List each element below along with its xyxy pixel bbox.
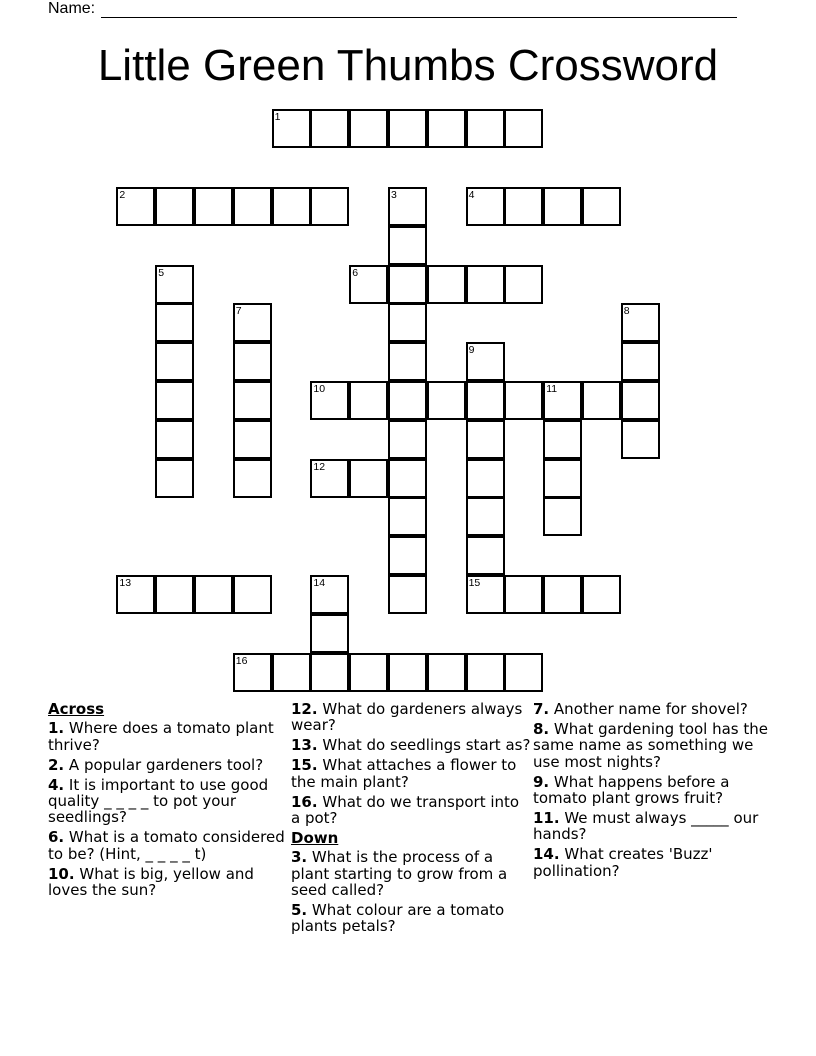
crossword-cell[interactable] <box>388 265 427 304</box>
clue-number: 10. <box>48 864 75 883</box>
crossword-cell[interactable] <box>155 342 194 381</box>
cell-number: 4 <box>468 189 475 201</box>
clue-number: 12. <box>291 700 318 718</box>
crossword-cell[interactable] <box>543 497 582 536</box>
clue-item <box>48 777 288 826</box>
clue-number: 14. <box>533 845 560 864</box>
crossword-cell[interactable] <box>155 187 194 226</box>
crossword-cell[interactable] <box>582 575 621 614</box>
crossword-cell[interactable] <box>466 575 505 614</box>
crossword-cell[interactable] <box>466 497 505 536</box>
clue-number: 8. <box>533 719 550 738</box>
clue-text: A popular gardeners tool? <box>68 755 264 774</box>
crossword-cell[interactable] <box>155 459 194 498</box>
clue-item <box>533 846 773 879</box>
crossword-cell[interactable] <box>466 381 505 420</box>
cell-number: 11 <box>546 383 558 395</box>
crossword-cell[interactable] <box>427 653 466 692</box>
crossword-cell[interactable] <box>543 381 582 420</box>
crossword-cell[interactable] <box>427 381 466 420</box>
crossword-cell[interactable] <box>466 536 505 575</box>
clues-column-3 <box>533 701 773 883</box>
clue-item <box>48 829 288 862</box>
page-title: Little Green Thumbs Crossword <box>97 41 719 90</box>
crossword-cell[interactable] <box>388 459 427 498</box>
clue-number: 6. <box>48 828 65 847</box>
crossword-cell[interactable] <box>504 575 543 614</box>
crossword-cell[interactable] <box>388 420 427 459</box>
crossword-cell[interactable] <box>155 303 194 342</box>
crossword-cell[interactable] <box>466 342 505 381</box>
crossword-cell[interactable] <box>233 420 272 459</box>
crossword-cell[interactable] <box>349 381 388 420</box>
crossword-cell[interactable] <box>388 109 427 148</box>
crossword-cell[interactable] <box>466 420 505 459</box>
crossword-cell[interactable] <box>349 653 388 692</box>
cell-number: 12 <box>313 460 326 473</box>
crossword-cell[interactable] <box>466 653 505 692</box>
crossword-cell[interactable] <box>272 653 311 692</box>
crossword-cell[interactable] <box>155 420 194 459</box>
down-clues <box>291 849 531 935</box>
cell-number: 5 <box>158 266 165 279</box>
cell-number: 6 <box>352 266 359 279</box>
clue-text: Another name for shovel? <box>553 700 748 718</box>
crossword-cell[interactable] <box>543 459 582 498</box>
crossword-cell[interactable] <box>388 342 427 381</box>
clue-number: 1. <box>48 719 65 738</box>
crossword-cell[interactable] <box>194 575 233 614</box>
clue-item <box>48 720 288 753</box>
crossword-cell[interactable] <box>116 187 155 226</box>
crossword-cell[interactable] <box>621 381 660 420</box>
crossword-cell[interactable] <box>504 381 543 420</box>
crossword-cell[interactable] <box>310 187 349 226</box>
clue-item <box>291 849 531 898</box>
clues-column-1 <box>48 701 288 902</box>
crossword-cell[interactable] <box>466 265 505 304</box>
clue-text: Where does a tomato plant thrive? <box>48 719 274 754</box>
crossword-cell[interactable] <box>621 342 660 381</box>
cell-number: 9 <box>468 344 475 357</box>
crossword-cell[interactable] <box>543 420 582 459</box>
clue-text: We must always _____ our hands? <box>533 808 759 844</box>
crossword-cell[interactable] <box>310 109 349 148</box>
crossword-cell[interactable] <box>466 459 505 498</box>
clue-text: What happens before a tomato plant grows fruit? <box>533 772 730 808</box>
clue-number: 11. <box>533 808 560 827</box>
clue-number: 3. <box>291 848 308 867</box>
crossword-cell[interactable] <box>233 303 272 342</box>
crossword-cell[interactable] <box>349 109 388 148</box>
clue-item <box>533 701 773 717</box>
crossword-cell[interactable] <box>310 653 349 692</box>
clue-item <box>291 902 531 935</box>
down-heading: Down <box>291 828 339 847</box>
crossword-cell[interactable] <box>116 575 155 614</box>
across-heading: Across <box>48 700 105 718</box>
crossword-cell[interactable] <box>233 653 272 692</box>
crossword-cell[interactable] <box>310 614 349 653</box>
crossword-cell[interactable] <box>233 381 272 420</box>
cell-number: 13 <box>119 577 132 589</box>
clue-number: 7. <box>533 700 550 718</box>
crossword-cell[interactable] <box>466 187 505 226</box>
clue-text: It is important to use good quality _ _ _ _ to pot your seedlings? <box>48 775 269 827</box>
clue-text: What do gardeners always wear? <box>291 700 523 735</box>
across-clues-continued <box>291 701 531 826</box>
crossword-cell[interactable] <box>543 575 582 614</box>
clue-text: What creates 'Buzz' pollination? <box>533 845 713 880</box>
clue-text: What is big, yellow and loves the sun? <box>48 864 254 900</box>
crossword-cell[interactable] <box>272 109 311 148</box>
crossword-cell[interactable] <box>272 187 311 226</box>
cell-number: 3 <box>391 189 397 201</box>
crossword-cell[interactable] <box>388 187 427 226</box>
crossword-cell[interactable] <box>388 381 427 420</box>
crossword-cell[interactable] <box>388 303 427 342</box>
crossword-cell[interactable] <box>504 187 543 226</box>
clue-item <box>533 721 773 770</box>
clue-item <box>48 757 288 773</box>
clue-number: 4. <box>48 775 65 794</box>
crossword-cell[interactable] <box>194 187 233 226</box>
clue-number: 15. <box>291 756 318 775</box>
crossword-cell[interactable] <box>388 536 427 575</box>
cell-number: 2 <box>119 189 126 201</box>
clue-item <box>48 866 288 899</box>
clues-column-2 <box>291 701 531 938</box>
clue-text: What do seedlings start as? <box>322 736 531 755</box>
clue-text: What attaches a flower to the main plant? <box>291 756 517 791</box>
crossword-cell[interactable] <box>543 187 582 226</box>
clue-text: What is the process of a plant starting to grow from a seed called? <box>291 848 508 900</box>
cell-number: 7 <box>235 305 242 318</box>
clue-number: 16. <box>291 792 318 811</box>
clue-item <box>533 774 773 807</box>
clue-item <box>291 701 531 734</box>
cell-number: 14 <box>313 577 326 589</box>
crossword-cell[interactable] <box>233 575 272 614</box>
clue-item <box>291 757 531 790</box>
clue-text: What is a tomato considered to be? (Hint, _ _ _ _ t) <box>48 828 285 863</box>
crossword-cell[interactable] <box>427 265 466 304</box>
crossword-cell[interactable] <box>388 653 427 692</box>
crossword-cell[interactable] <box>621 420 660 459</box>
clue-text: What colour are a tomato plants petals? <box>291 900 505 936</box>
crossword-cell[interactable] <box>582 187 621 226</box>
name-label: Name: <box>48 0 96 17</box>
clue-number: 13. <box>291 736 318 755</box>
crossword-cell[interactable] <box>466 109 505 148</box>
cell-number: 8 <box>623 305 630 318</box>
clue-text: What do we transport into a pot? <box>291 792 520 827</box>
cell-number: 1 <box>274 111 281 124</box>
clue-item <box>533 810 773 843</box>
crossword-cell[interactable] <box>155 575 194 614</box>
crossword-cell[interactable] <box>349 265 388 304</box>
crossword-cell[interactable] <box>233 187 272 226</box>
crossword-cell[interactable] <box>582 381 621 420</box>
crossword-cell[interactable] <box>388 226 427 265</box>
cell-number: 16 <box>235 654 248 667</box>
crossword-cell[interactable] <box>233 342 272 381</box>
clue-number: 2. <box>48 755 65 774</box>
crossword-cell[interactable] <box>427 109 466 148</box>
crossword-cell[interactable] <box>310 459 349 498</box>
crossword-cell[interactable] <box>155 381 194 420</box>
crossword-cell[interactable] <box>310 575 349 614</box>
clue-item <box>291 794 531 827</box>
clue-number: 9. <box>533 772 550 791</box>
crossword-cell[interactable] <box>388 575 427 614</box>
crossword-cell[interactable] <box>504 265 543 304</box>
crossword-cell[interactable] <box>349 459 388 498</box>
clue-number: 5. <box>291 900 308 919</box>
clue-text: What gardening tool has the same name as something we use most nights? <box>533 719 769 771</box>
crossword-cell[interactable] <box>233 459 272 498</box>
crossword-cell[interactable] <box>388 497 427 536</box>
crossword-cell[interactable] <box>621 303 660 342</box>
cell-number: 10 <box>313 383 326 395</box>
clue-item <box>291 737 531 753</box>
crossword-cell[interactable] <box>155 265 194 304</box>
crossword-cell[interactable] <box>504 653 543 692</box>
crossword-cell[interactable] <box>310 381 349 420</box>
cell-number: 15 <box>468 577 481 589</box>
crossword-cell[interactable] <box>504 109 543 148</box>
